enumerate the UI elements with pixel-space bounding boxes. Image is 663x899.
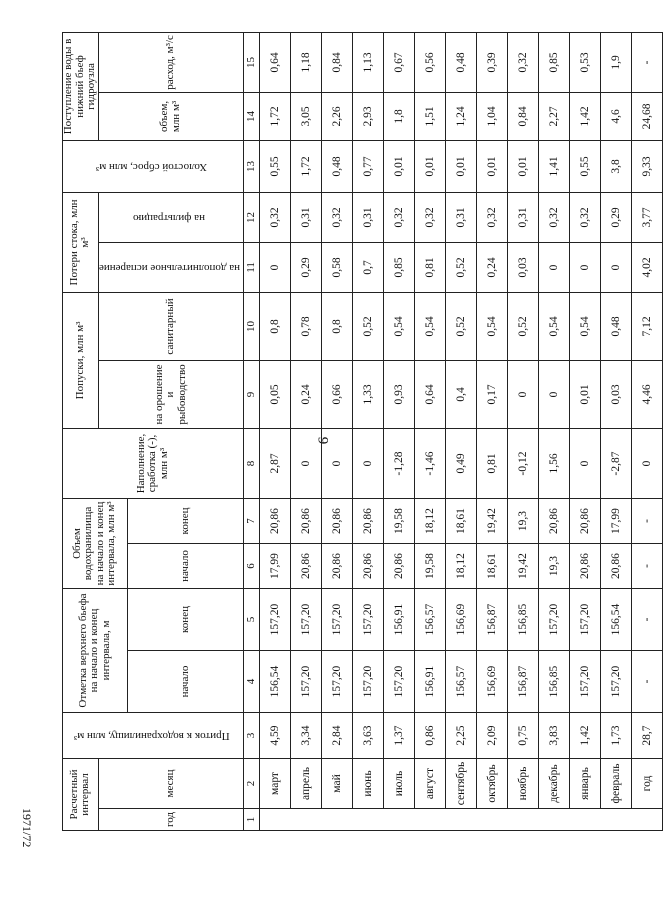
cell-fill: -0,12 xyxy=(508,428,539,498)
reservoir-balance-table xyxy=(62,32,663,831)
cell-inflow: 1,73 xyxy=(601,713,632,759)
header-ds-volume: объем, млн м³ xyxy=(98,92,244,140)
header-losses-group: Потери стока, млн м³ xyxy=(63,192,99,292)
cell-fill: 0 xyxy=(570,428,601,498)
column-number: 5 xyxy=(244,589,260,651)
total-ds-flow: - xyxy=(632,32,663,92)
cell-lvl-end: 157,20 xyxy=(570,589,601,651)
cell-irr: 0,17 xyxy=(477,360,508,428)
column-number: 14 xyxy=(244,92,260,140)
cell-irr: 0,24 xyxy=(291,360,322,428)
column-number: 2 xyxy=(244,759,260,809)
column-number: 1 xyxy=(244,809,260,831)
cell-filt: 0,31 xyxy=(508,192,539,242)
cell-lvl-start: 157,20 xyxy=(601,651,632,713)
header-filtration xyxy=(98,192,244,242)
column-number: 11 xyxy=(244,242,260,292)
total-fill: 0 xyxy=(632,428,663,498)
column-number: 13 xyxy=(244,140,260,192)
header-releases-group: Попуски, млн м³ xyxy=(63,292,99,428)
cell-ds-vol: 2,26 xyxy=(322,92,353,140)
cell-ds-flow: 0,32 xyxy=(508,32,539,92)
page-number: 9 xyxy=(314,436,331,445)
table-row xyxy=(601,32,632,830)
cell-lvl-start: 156,57 xyxy=(446,651,477,713)
cell-evap: 0,03 xyxy=(508,242,539,292)
cell-lvl-end: 156,85 xyxy=(508,589,539,651)
cell-vol-start: 20,86 xyxy=(570,544,601,589)
cell-ds-vol: 3,05 xyxy=(291,92,322,140)
table-row xyxy=(415,32,446,830)
cell-ds-flow: 0,64 xyxy=(260,32,291,92)
total-ds-vol: 24,68 xyxy=(632,92,663,140)
cell-vol-end: 17,99 xyxy=(601,498,632,543)
cell-vol-start: 17,99 xyxy=(260,544,291,589)
cell-ds-vol: 1,51 xyxy=(415,92,446,140)
cell-lvl-start: 157,20 xyxy=(322,651,353,713)
column-number: 15 xyxy=(244,32,260,92)
cell-san: 0,54 xyxy=(539,292,570,360)
year-cell xyxy=(260,809,663,831)
cell-filt: 0,29 xyxy=(601,192,632,242)
cell-idle: 0,55 xyxy=(260,140,291,192)
cell-inflow: 2,84 xyxy=(322,713,353,759)
cell-idle: 0,01 xyxy=(384,140,415,192)
header-volume-start: начало xyxy=(127,544,243,589)
cell-san: 0,54 xyxy=(477,292,508,360)
cell-ds-vol: 4,6 xyxy=(601,92,632,140)
cell-san: 0,54 xyxy=(415,292,446,360)
total-inflow: 28,7 xyxy=(632,713,663,759)
table-row xyxy=(322,32,353,830)
cell-vol-start: 18,12 xyxy=(446,544,477,589)
header-level-end: конец xyxy=(127,589,243,651)
cell-filt: 0,31 xyxy=(446,192,477,242)
cell-ds-vol: 2,27 xyxy=(539,92,570,140)
table-row xyxy=(508,32,539,830)
cell-ds-vol: 1,42 xyxy=(570,92,601,140)
total-lvl-end: - xyxy=(632,589,663,651)
cell-lvl-end: 156,57 xyxy=(415,589,446,651)
month-cell: май xyxy=(322,759,353,809)
cell-idle: 3,8 xyxy=(601,140,632,192)
total-label: год xyxy=(632,759,663,809)
cell-vol-start: 20,86 xyxy=(601,544,632,589)
total-vol-end: - xyxy=(632,498,663,543)
column-number: 6 xyxy=(244,544,260,589)
header-volume-end: конец xyxy=(127,498,243,543)
rotated-table-frame xyxy=(62,33,654,831)
cell-irr: 0,4 xyxy=(446,360,477,428)
header-month: месяц xyxy=(98,759,244,809)
cell-fill: 0 xyxy=(322,428,353,498)
total-san: 7,12 xyxy=(632,292,663,360)
cell-vol-start: 19,3 xyxy=(539,544,570,589)
table-row xyxy=(260,32,291,830)
cell-evap: 0 xyxy=(601,242,632,292)
cell-filt: 0,31 xyxy=(291,192,322,242)
header-evaporation-text: на дополнительное испарение xyxy=(98,262,240,275)
cell-vol-end: 20,86 xyxy=(539,498,570,543)
cell-lvl-start: 156,85 xyxy=(539,651,570,713)
cell-filt: 0,32 xyxy=(415,192,446,242)
column-number: 12 xyxy=(244,192,260,242)
cell-irr: 1,33 xyxy=(353,360,384,428)
cell-irr: 0,64 xyxy=(415,360,446,428)
cell-lvl-start: 156,69 xyxy=(477,651,508,713)
cell-idle: 0,01 xyxy=(477,140,508,192)
header-inflow-text: Приток к водохранилищу, млн м³ xyxy=(73,730,230,743)
cell-evap: 0 xyxy=(539,242,570,292)
cell-fill: 1,56 xyxy=(539,428,570,498)
cell-vol-start: 20,86 xyxy=(353,544,384,589)
month-cell: октябрь xyxy=(477,759,508,809)
cell-vol-end: 20,86 xyxy=(291,498,322,543)
cell-vol-end: 18,12 xyxy=(415,498,446,543)
cell-fill: 0 xyxy=(291,428,322,498)
table-row xyxy=(570,32,601,830)
month-cell: июль xyxy=(384,759,415,809)
table-row xyxy=(291,32,322,830)
cell-san: 0,48 xyxy=(601,292,632,360)
cell-inflow: 3,63 xyxy=(353,713,384,759)
month-cell: январь xyxy=(570,759,601,809)
cell-vol-end: 19,42 xyxy=(477,498,508,543)
cell-filt: 0,31 xyxy=(353,192,384,242)
cell-inflow: 2,09 xyxy=(477,713,508,759)
header-ds-flow: расход, м³/с xyxy=(98,32,244,92)
total-lvl-start: - xyxy=(632,651,663,713)
table-row xyxy=(353,32,384,830)
cell-inflow: 0,86 xyxy=(415,713,446,759)
cell-lvl-start: 157,20 xyxy=(353,651,384,713)
cell-fill: -1,28 xyxy=(384,428,415,498)
month-cell: февраль xyxy=(601,759,632,809)
month-cell: декабрь xyxy=(539,759,570,809)
cell-evap: 0,24 xyxy=(477,242,508,292)
cell-ds-vol: 1,8 xyxy=(384,92,415,140)
total-row xyxy=(632,32,663,830)
total-evap: 4,02 xyxy=(632,242,663,292)
header-interval: Расчетный интервал xyxy=(63,759,99,831)
table-row xyxy=(446,32,477,830)
cell-san: 0,78 xyxy=(291,292,322,360)
cell-lvl-start: 156,91 xyxy=(415,651,446,713)
cell-san: 0,8 xyxy=(322,292,353,360)
cell-lvl-start: 157,20 xyxy=(291,651,322,713)
cell-filt: 0,32 xyxy=(477,192,508,242)
cell-irr: 0,01 xyxy=(570,360,601,428)
cell-evap: 0 xyxy=(260,242,291,292)
column-number: 4 xyxy=(244,651,260,713)
cell-ds-flow: 0,84 xyxy=(322,32,353,92)
cell-vol-start: 20,86 xyxy=(322,544,353,589)
month-cell: август xyxy=(415,759,446,809)
cell-vol-end: 19,58 xyxy=(384,498,415,543)
cell-lvl-end: 156,69 xyxy=(446,589,477,651)
cell-ds-vol: 0,84 xyxy=(508,92,539,140)
header-volume-group: Объем водохранилища на начало и конец интервала, млн м³ xyxy=(63,498,128,588)
total-vol-start: - xyxy=(632,544,663,589)
cell-fill: 0,81 xyxy=(477,428,508,498)
month-cell: март xyxy=(260,759,291,809)
cell-irr: 0,93 xyxy=(384,360,415,428)
cell-san: 0,52 xyxy=(446,292,477,360)
cell-fill: 2,87 xyxy=(260,428,291,498)
cell-idle: 0,01 xyxy=(508,140,539,192)
cell-ds-vol: 2,93 xyxy=(353,92,384,140)
month-cell: сентябрь xyxy=(446,759,477,809)
cell-irr: 0,05 xyxy=(260,360,291,428)
cell-lvl-end: 157,20 xyxy=(322,589,353,651)
cell-inflow: 1,42 xyxy=(570,713,601,759)
table-row xyxy=(539,32,570,830)
cell-fill: 0 xyxy=(353,428,384,498)
header-downstream-group: Поступление воды в нижний бьеф гидроузла xyxy=(63,32,99,140)
cell-irr: 0 xyxy=(539,360,570,428)
cell-san: 0,54 xyxy=(570,292,601,360)
table-row xyxy=(477,32,508,830)
cell-ds-flow: 1,9 xyxy=(601,32,632,92)
cell-ds-vol: 1,24 xyxy=(446,92,477,140)
column-number-row xyxy=(244,32,260,830)
cell-vol-end: 19,3 xyxy=(508,498,539,543)
cell-evap: 0 xyxy=(570,242,601,292)
cell-filt: 0,32 xyxy=(570,192,601,242)
cell-vol-start: 18,61 xyxy=(477,544,508,589)
column-number: 9 xyxy=(244,360,260,428)
cell-vol-start: 20,86 xyxy=(291,544,322,589)
cell-san: 0,54 xyxy=(384,292,415,360)
header-irrigation: на орошение и рыбоводство xyxy=(98,360,244,428)
cell-inflow: 4,59 xyxy=(260,713,291,759)
cell-evap: 0,85 xyxy=(384,242,415,292)
cell-idle: 1,72 xyxy=(291,140,322,192)
cell-lvl-end: 156,91 xyxy=(384,589,415,651)
cell-vol-start: 20,86 xyxy=(384,544,415,589)
column-number: 7 xyxy=(244,498,260,543)
sheet-code: 1971/72 xyxy=(20,808,34,848)
total-irr: 4,46 xyxy=(632,360,663,428)
cell-fill: 0,49 xyxy=(446,428,477,498)
cell-irr: 0 xyxy=(508,360,539,428)
cell-vol-end: 20,86 xyxy=(260,498,291,543)
cell-lvl-start: 157,20 xyxy=(384,651,415,713)
month-cell: ноябрь xyxy=(508,759,539,809)
cell-vol-end: 20,86 xyxy=(570,498,601,543)
cell-vol-end: 18,61 xyxy=(446,498,477,543)
cell-idle: 0,77 xyxy=(353,140,384,192)
table-row xyxy=(384,32,415,830)
cell-ds-flow: 0,67 xyxy=(384,32,415,92)
total-filt: 3,77 xyxy=(632,192,663,242)
month-cell: июнь xyxy=(353,759,384,809)
header-row-1 xyxy=(63,32,99,830)
cell-vol-end: 20,86 xyxy=(322,498,353,543)
cell-ds-flow: 0,53 xyxy=(570,32,601,92)
cell-ds-flow: 0,56 xyxy=(415,32,446,92)
cell-irr: 0,66 xyxy=(322,360,353,428)
cell-lvl-start: 156,54 xyxy=(260,651,291,713)
cell-inflow: 1,37 xyxy=(384,713,415,759)
header-inflow xyxy=(63,713,244,759)
cell-inflow: 0,75 xyxy=(508,713,539,759)
cell-evap: 0,52 xyxy=(446,242,477,292)
cell-evap: 0,29 xyxy=(291,242,322,292)
header-idle xyxy=(63,140,244,192)
cell-vol-start: 19,42 xyxy=(508,544,539,589)
header-evaporation xyxy=(98,242,244,292)
table-container xyxy=(62,33,654,831)
header-sanitary: санитарный xyxy=(98,292,244,360)
cell-idle: 0,01 xyxy=(446,140,477,192)
cell-filt: 0,32 xyxy=(539,192,570,242)
cell-vol-start: 19,58 xyxy=(415,544,446,589)
cell-idle: 0,01 xyxy=(415,140,446,192)
cell-ds-flow: 0,85 xyxy=(539,32,570,92)
header-level-group: Отметка верхнего бьефа на начало и конец интервала, м xyxy=(63,589,128,713)
cell-lvl-end: 157,20 xyxy=(260,589,291,651)
column-number: 8 xyxy=(244,428,260,498)
cell-lvl-start: 156,87 xyxy=(508,651,539,713)
cell-evap: 0,7 xyxy=(353,242,384,292)
cell-vol-end: 20,86 xyxy=(353,498,384,543)
cell-irr: 0,03 xyxy=(601,360,632,428)
cell-lvl-end: 157,20 xyxy=(539,589,570,651)
header-filling: Наполнение, сработка (-), млн м³ xyxy=(63,428,244,498)
cell-lvl-end: 157,20 xyxy=(291,589,322,651)
month-cell: апрель xyxy=(291,759,322,809)
total-idle: 9,33 xyxy=(632,140,663,192)
cell-filt: 0,32 xyxy=(322,192,353,242)
cell-ds-flow: 0,39 xyxy=(477,32,508,92)
cell-ds-vol: 1,72 xyxy=(260,92,291,140)
cell-idle: 0,55 xyxy=(570,140,601,192)
cell-san: 0,52 xyxy=(508,292,539,360)
cell-fill: -1,46 xyxy=(415,428,446,498)
header-filtration-text: на фильтрацию xyxy=(133,212,206,225)
cell-filt: 0,32 xyxy=(384,192,415,242)
cell-lvl-end: 157,20 xyxy=(353,589,384,651)
header-idle-text: Холостой сброс, млн м³ xyxy=(95,161,207,174)
cell-idle: 1,41 xyxy=(539,140,570,192)
cell-idle: 0,48 xyxy=(322,140,353,192)
cell-fill: -2,87 xyxy=(601,428,632,498)
cell-inflow: 3,83 xyxy=(539,713,570,759)
header-year: год xyxy=(98,809,244,831)
cell-evap: 0,81 xyxy=(415,242,446,292)
cell-filt: 0,32 xyxy=(260,192,291,242)
cell-ds-flow: 1,18 xyxy=(291,32,322,92)
cell-ds-flow: 0,48 xyxy=(446,32,477,92)
cell-inflow: 2,25 xyxy=(446,713,477,759)
cell-lvl-end: 156,87 xyxy=(477,589,508,651)
cell-lvl-start: 157,20 xyxy=(570,651,601,713)
cell-ds-flow: 1,13 xyxy=(353,32,384,92)
column-number: 3 xyxy=(244,713,260,759)
column-number: 10 xyxy=(244,292,260,360)
cell-san: 0,8 xyxy=(260,292,291,360)
cell-san: 0,52 xyxy=(353,292,384,360)
cell-lvl-end: 156,54 xyxy=(601,589,632,651)
table-body xyxy=(63,32,663,830)
cell-evap: 0,58 xyxy=(322,242,353,292)
cell-inflow: 3,34 xyxy=(291,713,322,759)
cell-ds-vol: 1,04 xyxy=(477,92,508,140)
header-level-start: начало xyxy=(127,651,243,713)
